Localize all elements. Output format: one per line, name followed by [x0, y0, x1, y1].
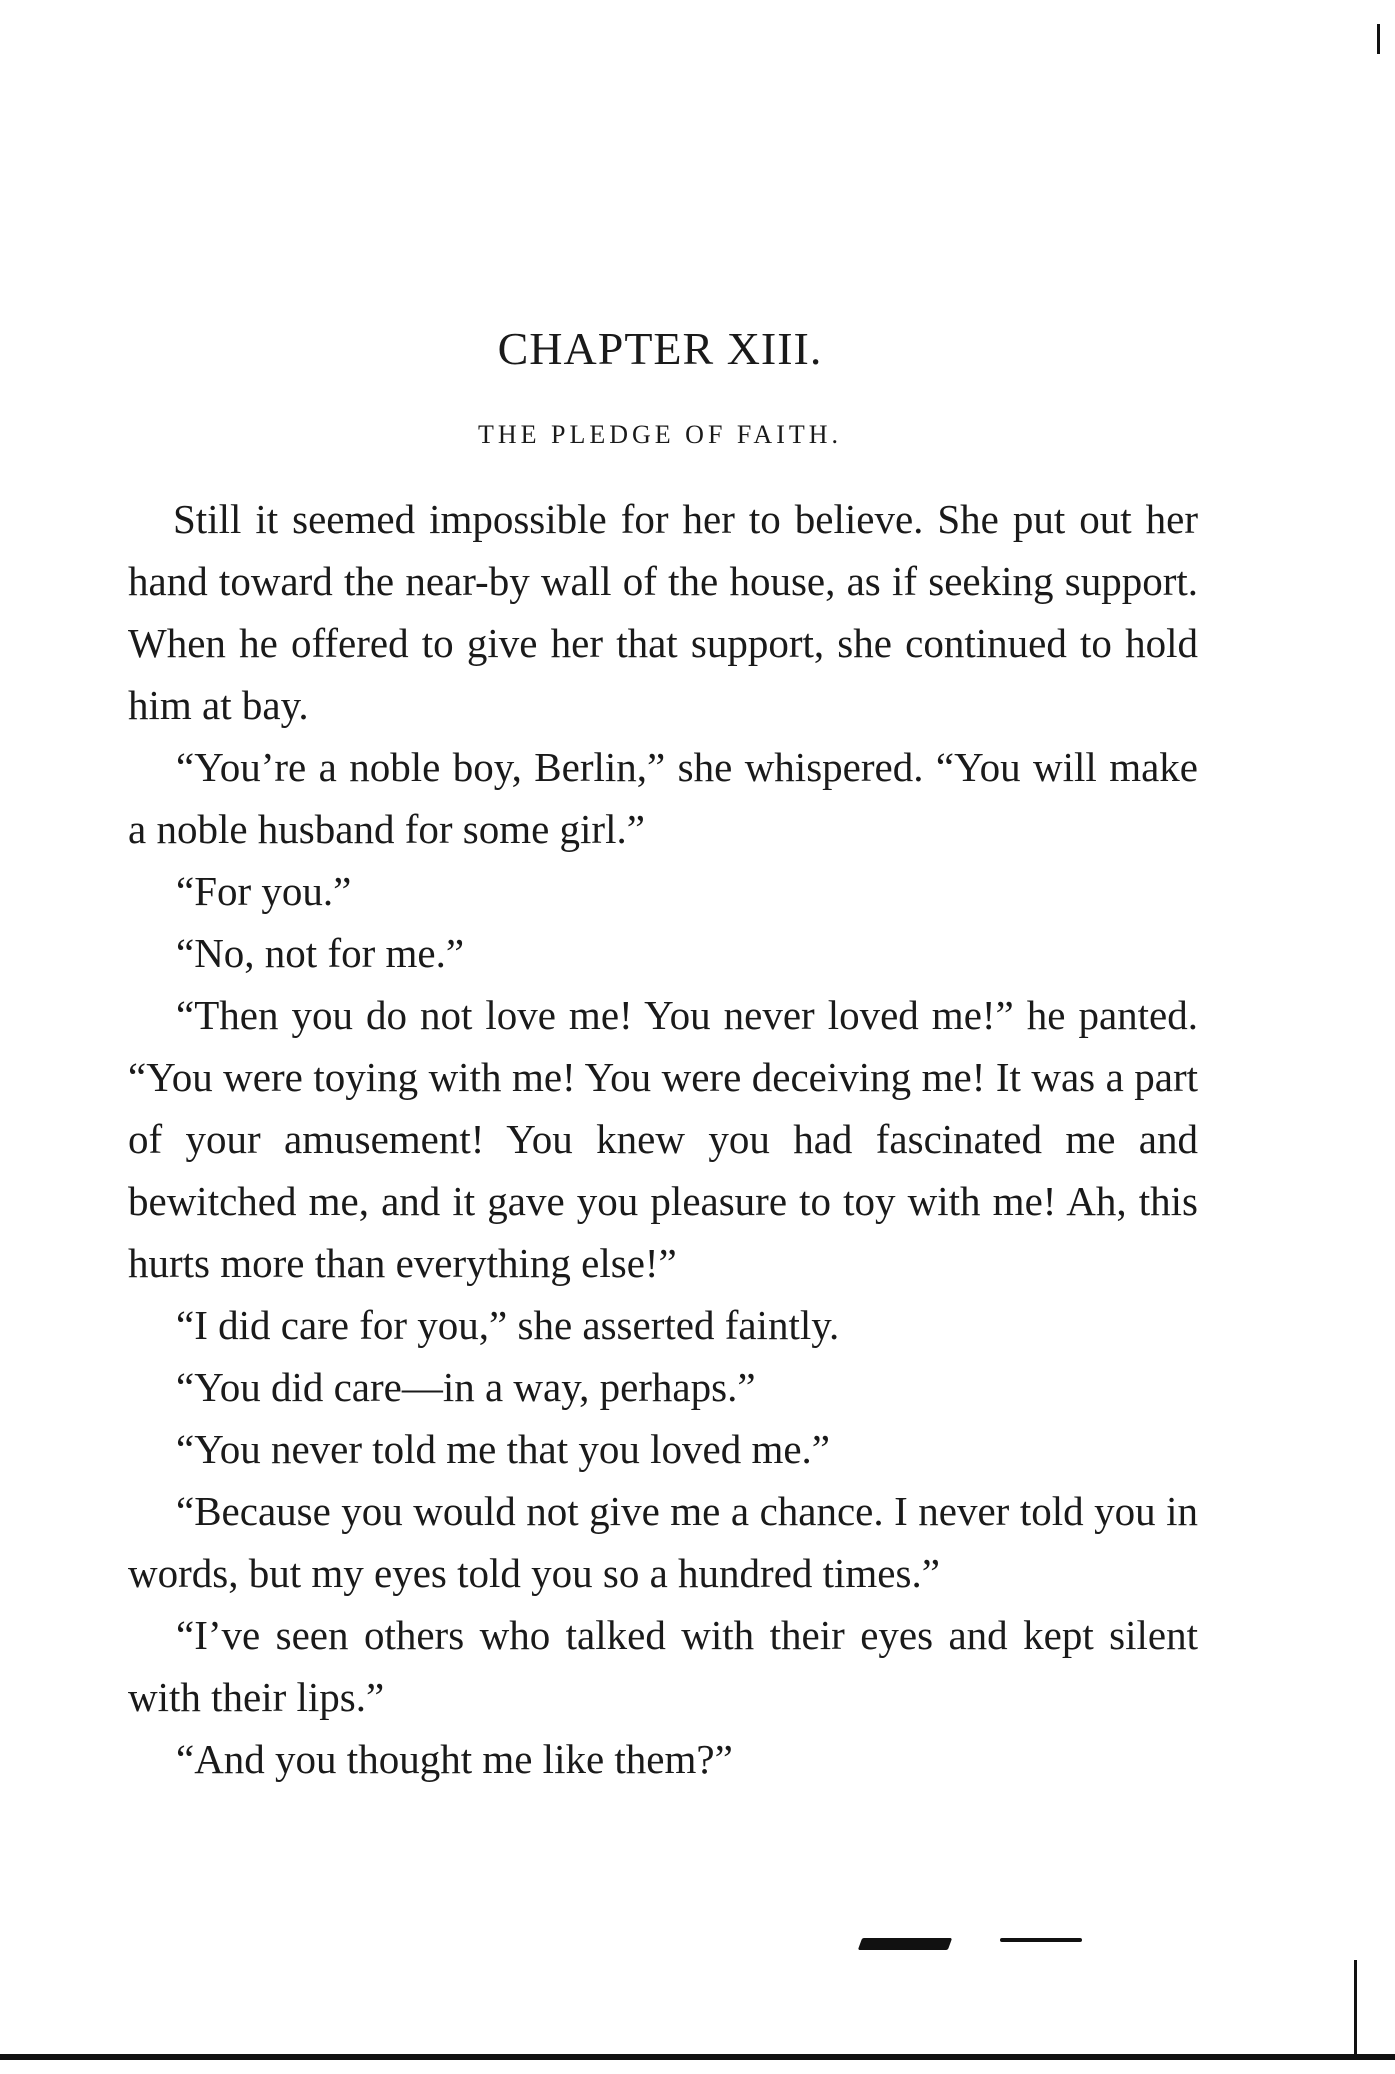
paragraph: “For you.” — [176, 868, 352, 914]
paragraph: “You did care—in a way, perhaps.” — [176, 1364, 756, 1410]
paragraph: “And you thought me like them?” — [176, 1736, 733, 1782]
chapter-subtitle: THE PLEDGE OF FAITH. — [477, 420, 843, 449]
chapter-body — [128, 488, 1198, 1790]
ink-smudge — [1000, 1938, 1082, 1942]
paragraph: “No, not for me.” — [176, 930, 465, 976]
paragraph: “I’ve seen others who talked with their eyes and kept silent with their lips.” — [128, 1612, 1198, 1720]
page-edge-mark — [1354, 1960, 1357, 2056]
chapter-title: CHAPTER XIII. — [497, 323, 823, 374]
paragraph: “You never told me that you loved me.” — [176, 1426, 830, 1472]
paragraph: “Because you would not give me a chance. I never told you in words, but my eyes told you so a hundred times.” — [128, 1488, 1198, 1596]
paragraph: Still it seemed impossible for her to believe. She put out her hand toward the near-by wall of the house, as if seeking support. When he offered to give her that support, she continued to hold him at bay. — [128, 496, 1198, 728]
paragraph: “Then you do not love me! You never loved me!” he panted. “You were toying with me! You were deceiving me! It was a part of your amusement! You knew you had fascinated me and bewitched me, and it gave you pleasure to toy with me! Ah, this hurts more than everything else!” — [128, 992, 1198, 1286]
paragraph: “I did care for you,” she asserted faintly. — [176, 1302, 840, 1348]
ink-smudge — [858, 1938, 952, 1950]
page-bottom-edge — [0, 2054, 1395, 2060]
page-corner-mark — [1377, 24, 1380, 54]
paragraph: “You’re a noble boy, Berlin,” she whispered. “You will make a noble husband for some girl.” — [128, 744, 1198, 852]
